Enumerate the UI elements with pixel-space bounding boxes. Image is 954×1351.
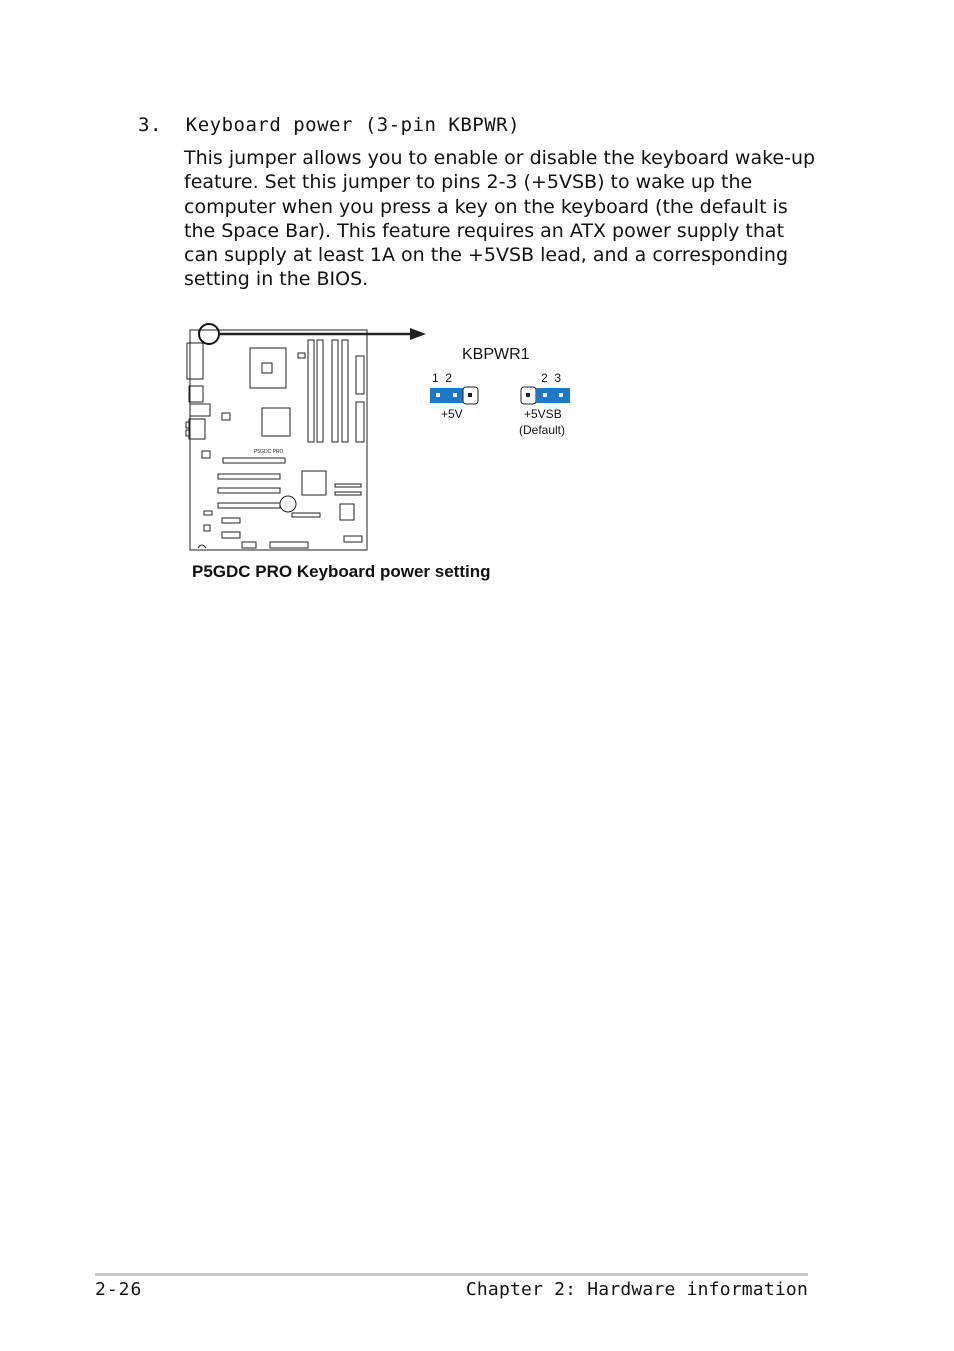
setting-b-label: +5VSB (524, 407, 562, 421)
footer-rule (95, 1273, 808, 1276)
section-body: This jumper allows you to enable or disable the keyboard wake-up feature. Set this jumper to pins 2-3 (+5VSB) to wake up the computer when you press a key on the keyboard (the default is the Space Bar). This feature requires an ATX power supply that can supply at least 1A on the +5VSB lead, and a corresponding setting in the BIOS. (184, 147, 816, 291)
setting-a-label: +5V (441, 407, 463, 421)
board-label: P5GDC PRO (254, 449, 284, 455)
diagram-caption: P5GDC PRO Keyboard power setting (192, 562, 491, 581)
jumper-name: KBPWR1 (462, 346, 530, 363)
chapter-title: Chapter 2: Hardware information (465, 1279, 808, 1300)
highlight-circle-icon (199, 324, 219, 344)
setting-b-pins: 2 3 (541, 371, 562, 385)
jumper-diagram (180, 318, 600, 558)
setting-a-jumper (430, 387, 478, 404)
section-heading: 3. Keyboard power (3-pin KBPWR) (138, 114, 521, 136)
setting-b-note: (Default) (519, 423, 566, 437)
arrow-head-icon (410, 328, 426, 340)
setting-a-pins: 1 2 (432, 371, 453, 385)
setting-b-jumper (521, 387, 570, 404)
motherboard-illustration (186, 330, 367, 550)
page-number: 2-26 (95, 1279, 143, 1300)
